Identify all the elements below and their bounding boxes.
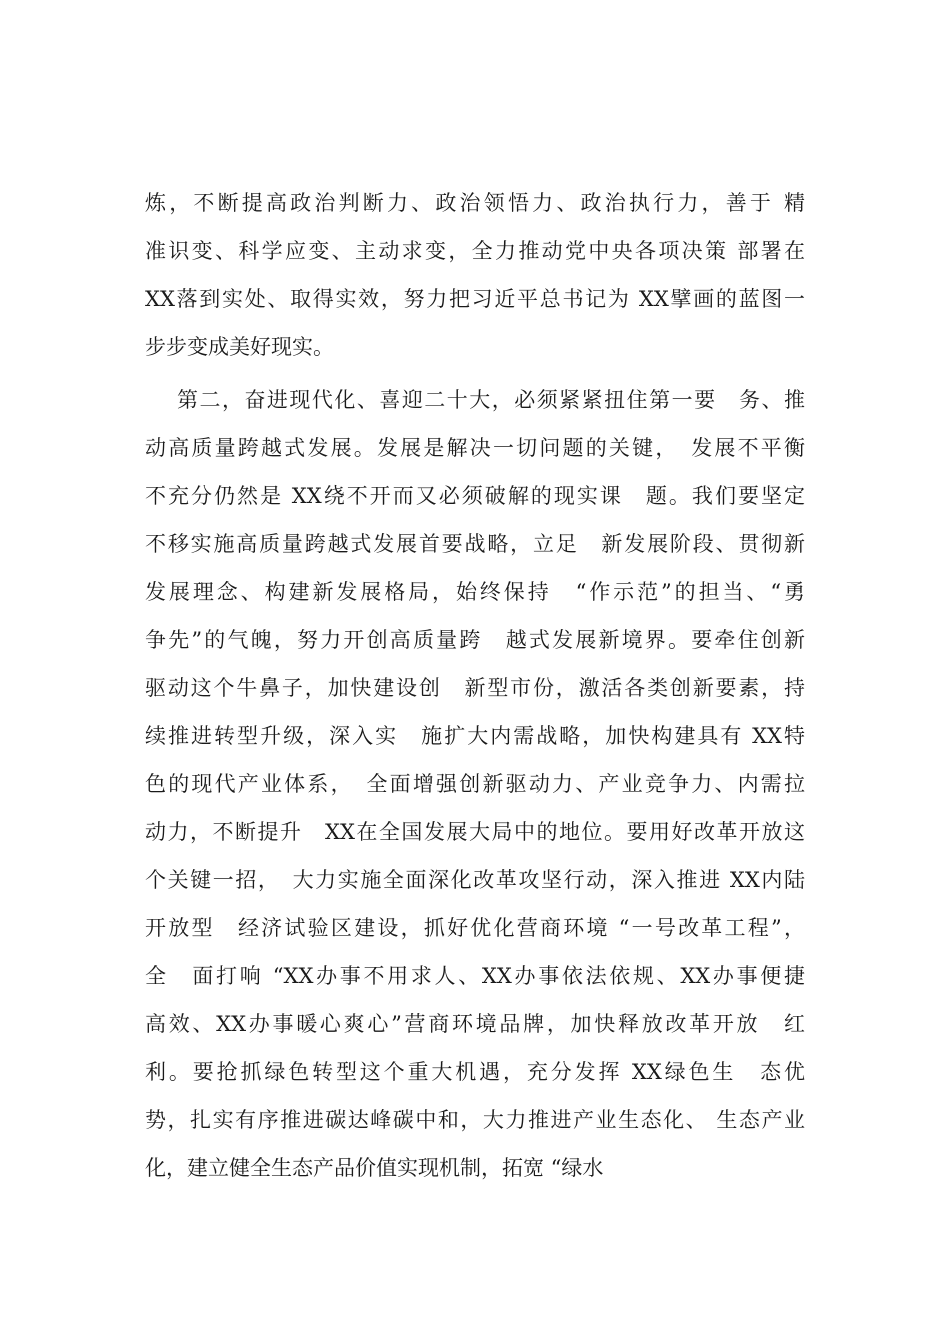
text-line: 势，扎实有序推进碳达峰碳中和，大力推进产业生态化、 生态产业 [145,1108,805,1132]
paragraph-2 [145,376,805,1192]
text-line: 驱动这个牛鼻子，加快建设创 新型市份，激活各类创新要素，持 [145,676,805,700]
text-line: 发展理念、构建新发展格局，始终保持 “作示范”的担当、“勇 [145,580,805,604]
text-line: 准识变、科学应变、主动求变，全力推动党中央各项决策 部署在 [145,239,805,263]
text-line: 动高质量跨越式发展。发展是解决一切问题的关键， 发展不平衡 [145,436,805,460]
text-line: 炼，不断提高政治判断力、政治领悟力、政治执行力，善于 精 [145,191,805,215]
text-line: 全 面打响 “XX办事不用求人、XX办事依法依规、XX办事便捷 [145,964,805,988]
text-line: XX落到实处、取得实效，努力把习近平总书记为 XX擘画的蓝图一 [145,287,805,311]
text-line: 续推进转型升级，深入实 施扩大内需战略，加快构建具有 XX特 [145,724,805,748]
text-line: 利。要抢抓绿色转型这个重大机遇，充分发挥 XX绿色生 态优 [145,1060,805,1084]
text-line: 争先”的气魄，努力开创高质量跨 越式发展新境界。要牵住创新 [145,628,805,652]
text-line: 不充分仍然是 XX绕不开而又必须破解的现实课 题。我们要坚定 [145,484,805,508]
text-line: 步步变成美好现实。 [145,335,334,359]
text-line: 色的现代产业体系， 全面增强创新驱动力、产业竞争力、内需拉 [145,772,805,796]
paragraph-1 [145,179,805,371]
text-line: 化，建立健全生态产品价值实现机制，拓宽 “绿水 [145,1156,604,1180]
text-line: 个关键一招， 大力实施全面深化改革攻坚行动，深入推进 XX内陆 [145,868,805,892]
text-line: 不移实施高质量跨越式发展首要战略，立足 新发展阶段、贯彻新 [145,532,805,556]
text-line: 开放型 经济试验区建设，抓好优化营商环境 “一号改革工程”， [145,916,805,940]
body-text [145,179,805,1192]
text-line: 高效、XX办事暖心爽心”营商环境品牌，加快释放改革开放 红 [145,1012,805,1036]
text-line: 动力，不断提升 XX在全国发展大局中的地位。要用好改革开放这 [145,820,805,844]
text-line: 第二，奋进现代化、喜迎二十大，必须紧紧扭住第一要 务、推 [177,388,805,412]
